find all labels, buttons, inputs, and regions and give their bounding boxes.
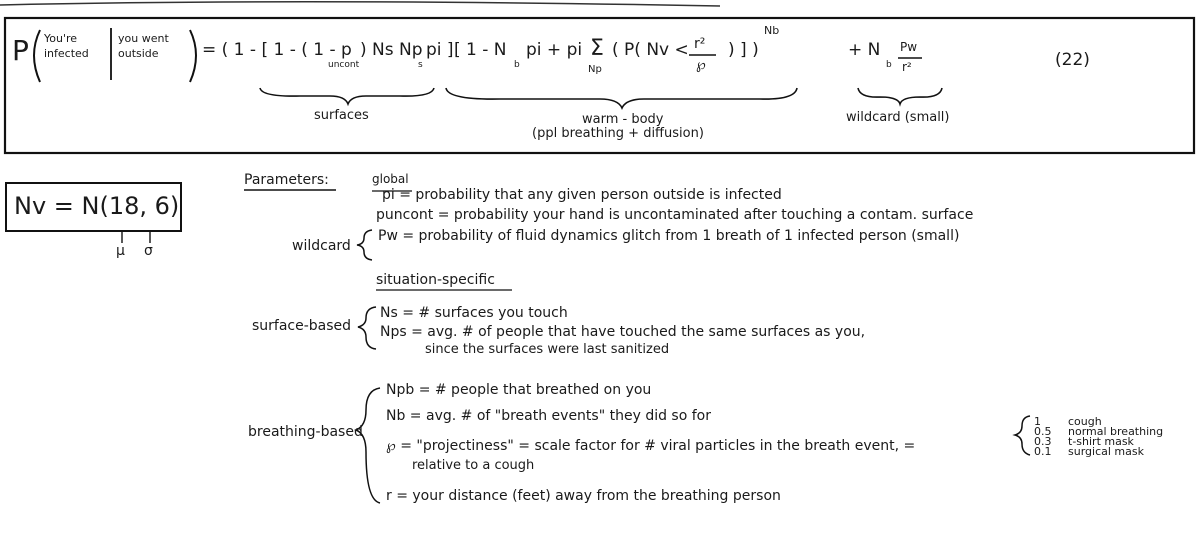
wildcard-label: wildcard (small) bbox=[846, 110, 950, 125]
ns-definition: Ns = # surfaces you touch bbox=[380, 305, 568, 321]
nps-definition-2: since the surfaces were last sanitized bbox=[425, 342, 670, 357]
global-heading: global bbox=[372, 172, 409, 186]
situation-heading: situation-specific bbox=[376, 272, 495, 288]
nps-sub: s bbox=[418, 60, 423, 70]
npb-definition: Npb = # people that breathed on you bbox=[386, 382, 652, 398]
npb-sub: b bbox=[514, 60, 520, 70]
wildcard-tag: wildcard bbox=[292, 238, 351, 254]
exponent-nb: Nb bbox=[764, 24, 780, 37]
puncont-sub: uncont bbox=[328, 60, 360, 70]
wildcard-brace bbox=[858, 88, 942, 104]
distribution-formula: Nv = N(18, 6) bbox=[14, 192, 180, 220]
open-paren bbox=[34, 30, 40, 82]
sum-body: ( P( Nv < bbox=[612, 40, 689, 60]
wildcard-curly bbox=[357, 230, 372, 260]
pw-numerator: Pw bbox=[900, 40, 918, 54]
condition-left-1: You're bbox=[44, 32, 78, 45]
surface-curly bbox=[358, 307, 376, 349]
wildcard-term: + N bbox=[848, 40, 881, 60]
cropped-text-remnant bbox=[0, 2, 720, 6]
surface-term-rest: ) Ns Np bbox=[360, 40, 423, 60]
breath-rest: pi + pi bbox=[526, 40, 583, 60]
pw-definition: Pw = probability of fluid dynamics glitch from 1 breath of 1 infected person (small) bbox=[378, 228, 960, 244]
proj-value-cough: 1 bbox=[1034, 415, 1041, 428]
puncont-definition: puncont = probability your hand is uncontaminated after touching a contam. surface bbox=[376, 207, 974, 223]
parameters-heading: Parameters: bbox=[244, 172, 329, 188]
breathing-based-tag: breathing-based bbox=[248, 424, 363, 440]
r-definition: r = your distance (feet) away from the breathing person bbox=[386, 488, 781, 504]
condition-left-2: infected bbox=[44, 47, 89, 60]
mu-label: μ bbox=[116, 243, 125, 259]
condition-right-2: outside bbox=[118, 47, 159, 60]
surfaces-label: surfaces bbox=[314, 108, 369, 123]
proj-label-cough: cough bbox=[1068, 415, 1102, 428]
nps-definition-1: Nps = avg. # of people that have touched the same surfaces as you, bbox=[380, 324, 866, 340]
warm-body-label: warm - body bbox=[582, 112, 664, 127]
pi-term: pi ] bbox=[426, 40, 454, 60]
sigma-label: σ bbox=[144, 243, 153, 259]
proj-value-normal: 0.5 bbox=[1034, 425, 1052, 438]
pw-denominator: r² bbox=[902, 60, 912, 74]
projectiness-definition-1: ℘ = "projectiness" = scale factor for # viral particles in the breath event, = bbox=[386, 438, 916, 454]
nb-definition: Nb = avg. # of "breath events" they did so for bbox=[386, 408, 711, 424]
proj-value-surgical: 0.1 bbox=[1034, 445, 1052, 458]
proj-label-tshirt: t-shirt mask bbox=[1068, 435, 1134, 448]
proj-label-normal: normal breathing bbox=[1068, 425, 1164, 438]
projectiness-definition-2: relative to a cough bbox=[412, 458, 535, 473]
table-curly bbox=[1015, 416, 1030, 455]
surface-based-tag: surface-based bbox=[252, 318, 352, 334]
close-paren bbox=[190, 30, 196, 82]
probability-symbol: P bbox=[12, 34, 29, 67]
close-brackets: ) ] ) bbox=[728, 40, 759, 60]
warm-body-brace bbox=[446, 88, 797, 108]
proj-value-tshirt: 0.3 bbox=[1034, 435, 1052, 448]
equation-number: (22) bbox=[1055, 50, 1090, 70]
breathing-curly bbox=[356, 388, 380, 503]
proj-label-surgical: surgical mask bbox=[1068, 445, 1144, 458]
condition-right-1: you went bbox=[118, 32, 169, 45]
warm-body-sublabel: (ppl breathing + diffusion) bbox=[532, 126, 704, 141]
breath-term: [ 1 - N bbox=[454, 40, 507, 60]
sum-symbol: Σ bbox=[590, 36, 604, 61]
frac-denominator: ℘ bbox=[696, 57, 706, 73]
surfaces-brace bbox=[260, 88, 434, 104]
pi-definition: pi = probability that any given person outside is infected bbox=[382, 187, 782, 203]
frac-numerator: r² bbox=[694, 36, 706, 52]
surface-term: = ( 1 - [ 1 - ( 1 - p bbox=[202, 40, 352, 60]
wildcard-sub: b bbox=[886, 60, 892, 70]
sum-lower: Np bbox=[588, 64, 602, 75]
